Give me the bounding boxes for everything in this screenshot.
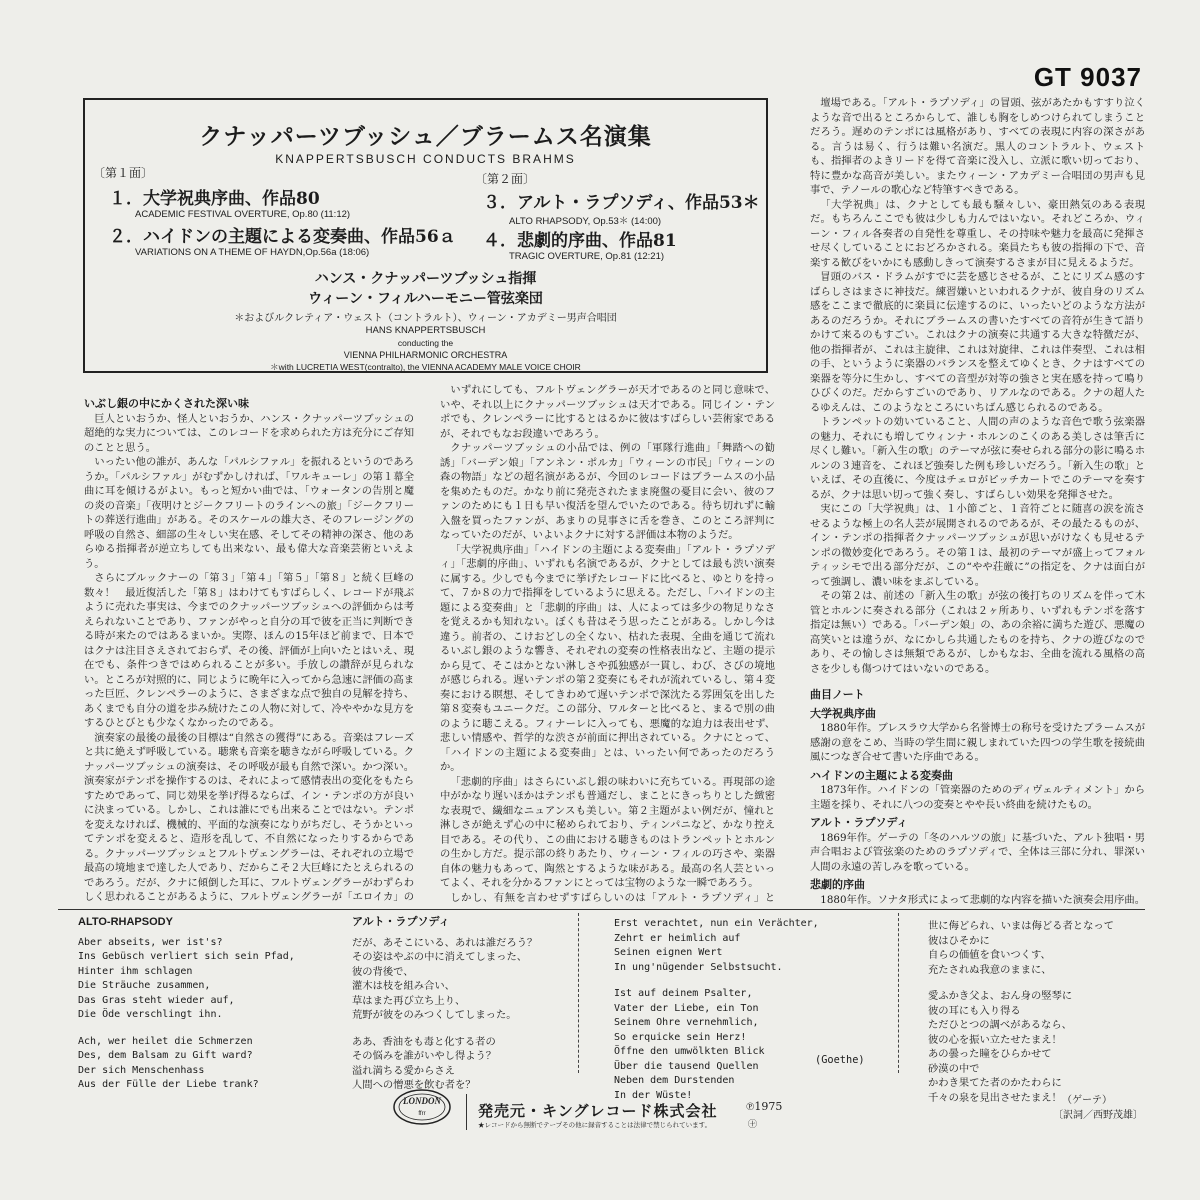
lyric-line: Erst verachtet, nun ein Verächter, xyxy=(614,918,819,929)
lyrics-japanese-right xyxy=(928,919,1148,1117)
lyric-line: In ung'nügender Selbstsucht. xyxy=(614,961,783,973)
title-box xyxy=(83,98,768,373)
lyric-line: Die Öde verschlingt ihn. xyxy=(78,1009,223,1020)
author-goethe-jp: （ゲーテ） xyxy=(1062,1095,1112,1106)
track-3 xyxy=(483,188,760,227)
note-text: 1869年作。ゲーテの「冬のハルツの旅」に基づいた、アルト独唱・男声合唱および管弦楽のためのラプソディで、全体は三部に分れ、罪深い人間の永遠の苦しみを歌っている。 xyxy=(810,831,1145,873)
section-divider xyxy=(58,909,1145,910)
orchestra-credit-jp: ウィーン・フィルハーモニー管弦楽団 xyxy=(308,291,543,307)
lyric-line: ああ、香油をも毒と化する者の xyxy=(352,1035,496,1048)
note-text: 1873年作。ハイドンの「管楽器のためのディヴェルティメント」から主題を採り、それに八つの変奏とやや長い終曲を続けたもの。 xyxy=(810,784,1145,811)
lyric-line: 彼の背後で、 xyxy=(352,965,414,978)
album-title-en: KNAPPERTSBUSCH CONDUCTS BRAHMS xyxy=(275,152,576,166)
lyric-line: 自らの価値を食いつくす、 xyxy=(928,949,1051,961)
essay-paragraph: いったい他の誰が、あんな「パルシファル」を振れるというのであろうか。「パルシファル」がむずかしければ、「ワルキューレ」の第１幕全曲に耳を傾けるがよい。もっと短かい曲では、「ウォータンの告別と魔の炎の音楽」「夜明けとジークフリートのラインへの旅」「ジークフリートの葬送行進曲」がある。そのスケールの雄大さ、そのフレージングの呼吸の自然さ、細部の生々しい実在感、そしてその精神の深さ、他のあらゆる指揮者が逆立ちしても出来ない、最も偉大な音楽芸術といえよう。 xyxy=(84,456,414,570)
lyric-line: Seinen eignen Wert xyxy=(614,947,723,958)
essay-heading: いぶし銀の中にかくされた深い味 xyxy=(84,397,249,410)
lyrics-heading-jp: アルト・ラプソディ xyxy=(352,916,450,928)
note-text: 1880年作。ブレスラウ大学から名誉博士の称号を受けたブラームスが感謝の意をこめ、当時の学生間に親しまれていた四つの学生歌を接続曲風につなぎ合せて書いた序曲である。 xyxy=(810,722,1145,763)
lyrics-german-left xyxy=(78,915,348,1105)
side-1-label: 〔第１面〕 xyxy=(93,166,154,180)
conductor-credit-en: HANS KNAPPERTSBUSCH xyxy=(365,325,486,336)
lyric-line: Des, dem Balsam zu Gift ward? xyxy=(78,1050,253,1061)
lyric-line: 人間への憎悪を飲む者を？ xyxy=(352,1079,476,1091)
essay-paragraph: 「大学祝典序曲」「ハイドンの主題による変奏曲」「アルト・ラプソディ」「悲劇的序曲」、いずれも名演であるが、クナとしては最も渋い演奏に属する。少しでも今までに挙げたレコードに比べると、ゆとりを持って、７か８の力で指揮をしているように思える。ただし、「ハイドンの主題による変奏曲」と「悲劇的序曲」は、人によっては多少の物足りなさを覚えるかも知れない。ぼくも昔はそう思ったことがある。しかし今は違う。前者の、こけおどしの全くない、枯れた表現、全曲を通じて流れるいぶし銀のような響き、それぞれの変奏の性格表出など、主題の提示から見て、そこはかとない淋しさや孤独感が一貫し、わび、さびの境地が感じられる。遅いテンポの第２変奏にもそれが流れているし、第４変奏における瞑想、そしてきわめて遅いテンポで深沈たる雰囲気を出した第８変奏もユニークだ。この部分、ワルターと比べると、まるで別の曲のように聴こえる。フィナーレに入っても、悪魔的な迫力は表出せず、悲しい情感や、哲学的な渋さが前面に押出されている。クナにとって、「ハイドンの主題による変奏曲」とは、いったい何であったのだろうか。 xyxy=(440,543,775,773)
lyric-line: だが、あそこにいる、あれは誰だろう？ xyxy=(352,936,538,949)
side-2-label: 〔第２面〕 xyxy=(475,172,536,186)
album-title-jp: クナッパーツブッシュ／ブラームス名演集 xyxy=(199,123,652,150)
lyric-line: ただひとつの調べがあるなら、 xyxy=(928,1019,1072,1031)
essay-paragraph: 演奏家の最後の最後の目標は“自然さの獲得”にある。音楽はフレーズと共に絶えず呼吸している。聴衆も音楽を聴きながら呼吸している。クナッパーツブッシュの演奏は、その呼吸が最も自然で深い。かつ深い。演奏家がテンポを操作するのは、それによって感情表出の変化をもたらすためであって、同じ効果を挙げ得るならば、イン・テンポの方が良いに決まっている。しかし、これは誰にでも出来ることではない。テンポを変えなければ、機械的、平面的な演奏になりがちだし、そうかといってテンポを変えると、造形を乱して、不自然になったりするからである。クナッパーツブッシュとフルトヴェングラーは、それぞれの立場で最高の境地まで達した人であり、だからこそ２大巨峰にたとえられるのであろう。だが、クナに傾倒した耳に、フルトヴェングラーがわずらわしく思われることがあるように、フルトヴェングラーが「エロイカ」の xyxy=(84,731,414,903)
conductor-credit-jp: ハンス・クナッパーツブッシュ指揮 xyxy=(314,271,537,287)
lyric-line: In der Wüste! xyxy=(614,1089,693,1101)
track-title-jp: １．大学祝典序曲、作品80 xyxy=(109,189,320,209)
lyric-line: Über die tausend Quellen xyxy=(614,1060,759,1072)
lyrics-stanza xyxy=(614,917,854,975)
lyrics-stanza xyxy=(352,936,572,1023)
lyric-line: Seinem Ohre vernehmlich, xyxy=(614,1017,759,1028)
lyric-line: 砂漠の中で xyxy=(928,1062,980,1075)
essay-column-1 xyxy=(84,397,414,905)
conducting-the: conducting the xyxy=(397,338,454,348)
soloist-credit-jp: ＊およびルクレティア・ウェスト（コントラルト）、ウィーン・アカデミー男声合唱団 xyxy=(234,313,617,324)
track-title-jp: ４．悲劇的序曲、作品81 xyxy=(483,231,677,251)
track-title-en: TRAGIC OVERTURE, Op.81 (12:21) xyxy=(509,251,665,262)
essay-paragraph: 冒頭のバス・ドラムがすでに芸を感じさせるが、ことにリズム感のすばらしさはまさに神技だ。練習嫌いといわれるクナが、彼自身のリズム感をここまで徹底的に楽員に伝達するのに、いったいどのような方法があるのだろうか。それにブラームスの書いたすべての音符が生きて語りかけて来るのもすごい。これはクナの演奏に共通する大きな特徴だが、他の指揮者が、これは主旋律、これは対旋律、これは伴奏型、これは相の手、というように楽器のバランスを整えてゆくとき、クナはすべての楽器を等分に生かし、すべての音型が対等の強さと実在感を持って鳴りひびくのだ。だからすごいのであり、リアルなのである。クナの超人たるゆえんは、このようなところにいちばん感じられるのである。 xyxy=(810,271,1145,414)
lyric-line: その悩みを誰がいやし得よう？ xyxy=(352,1050,497,1062)
track-4 xyxy=(483,226,677,262)
lyric-line: Zehrt er heimlich auf xyxy=(614,932,741,944)
note-title: ハイドンの主題による変奏曲 xyxy=(810,768,953,782)
lyrics-heading-de: ALTO-RHAPSODY xyxy=(78,916,173,928)
lyrics-german-right xyxy=(614,917,854,1115)
lyric-line: かわき果てた者のかたわらに xyxy=(928,1077,1062,1089)
essay-column-2 xyxy=(440,383,775,905)
essay-paragraph: しかし、有無を言わせずすばらしいのは「アルト・ラプソディ」と xyxy=(450,891,775,904)
copyright-note: ★レコードから無断でテープその他に録音することは法律で禁じられています。 xyxy=(478,1121,712,1129)
lyric-line: Die Sträuche zusammen, xyxy=(78,980,211,991)
essay-paragraph: 「悲劇的序曲」はさらにいぶし銀の味わいに充ちている。再現部の途中がかなり遅いほかはテンポも普通だし、まことにきっちりとした緻密な表現で、繊細なニュアンスも美しい。第２主題がよい例だが、憧れと淋しさが絶えず心の中に秘められており、ティンパニなど、かなり控え目である。その代り、この曲における聴きものはトランペットとホルンの生かし方だ。提示部の終りあたり、ウィーン・フィルの巧さや、楽器自体の魅力もあって、陶然とするような味がある。最高の名人芸といってよく、それを分かるファンにとっては宝物のような一瞬であろう。 xyxy=(440,775,775,889)
program-notes xyxy=(810,688,1145,906)
lyric-line: Vater der Liebe, ein Ton xyxy=(614,1002,759,1014)
london-ffrr-logo xyxy=(392,1087,452,1127)
footer-divider xyxy=(466,1094,467,1130)
track-title-en: ALTO RHAPSODY, Op.53＊ (14:00) xyxy=(509,216,662,227)
logo-sub: ffrr xyxy=(418,1111,426,1117)
publisher: 発売元・キングレコード株式会社 xyxy=(478,1102,718,1120)
lyrics-stanza xyxy=(928,919,1148,977)
lyric-line: Ist auf deinem Psalter, xyxy=(614,988,753,999)
lyric-line: 千々の泉を見出させたまえ！ xyxy=(928,1091,1062,1104)
essay-paragraph: 「大学祝典」は、クナとしても最も騒々しい、豪田熱気のある表現だ。もちろんここでも彼は少しも力んではいない。それどころか、ウィーン・フィル各奏者の自発性を尊重し、その持味や魅力を最高に発揮させ尽くしていることにおどろかされる。楽員たちも彼の指揮の下で、音楽する歓びをいかにも感動しきって演奏するさまが目に見えるようだ。 xyxy=(810,198,1145,269)
soloist-credit-en: ＊with LUCRETIA WEST(contralto), the VIENNA ACADEMY MALE VOICE CHOIR xyxy=(270,362,581,372)
lyric-line: 世に侮どられ、いまは侮どる者となって xyxy=(928,920,1114,932)
lyric-line: So erquicke sein Herz! xyxy=(614,1031,747,1043)
registration-mark: ㊉ xyxy=(748,1120,758,1130)
lyric-line: あの曇った瞳をひらかせて xyxy=(928,1048,1052,1060)
catalog-number: GT 9037 xyxy=(1033,62,1142,92)
track-title-en: ACADEMIC FESTIVAL OVERTURE, Op.80 (11:12) xyxy=(135,209,351,220)
note-title: アルト・ラプソディ xyxy=(810,816,908,829)
track-title-jp: ３．アルト・ラプソディ、作品53＊ xyxy=(483,193,760,213)
lyric-line: Öffne den umwölkten Blick xyxy=(614,1046,765,1057)
lyric-line: 充たされぬ我意のままに、 xyxy=(928,963,1052,976)
essay-paragraph: クナッパーツブッシュの小品では、例の「軍隊行進曲」「舞踏への勧誘」「バーデン娘」「アンネン・ポルカ」「ウィーンの市民」「ウィーンの森の物語」などの超名演があるが、今回のレコードはブラームスの小品を集めたものだ。かなり前に発売されたまま廃盤の憂目に会い、彼のファンのためにも１日も早い復活を望んでいたのである。待ち切れずに輸入盤を買ったファンが、あまりの見事さに舌を巻き、このところ評判になっていたのだが、いよいよクナに対する評価は本物のようだ。 xyxy=(440,442,775,541)
author-goethe: (Goethe) xyxy=(815,1054,865,1066)
lyric-line: Der sich Menschenhass xyxy=(78,1064,205,1076)
essay-paragraph: さらにブルックナーの「第３」「第４」「第５」「第８」と続く巨峰の数々！ 最近復活した「第８」はわけてもすばらしく、レコードが飛ぶように売れた事実は、今までのクナッパーツブッシュへの評価からは考えられないことであり、ファンがやっと自分の耳で彼を正当に判断できる時が来たのではあるまいか。実際、ほんの15年ほど前まで、日本ではクナは注目さえされておらず、その後、評価が上向いたとはいえ、現在でも、条件つきではめられることが多い。手放しの讃辞が見られない。ところが対照的に、同じように晩年に入ってから急速に評価の高まった巨匠、クレンペラーのように、さまざまな点で独自の見解を持ち、あくまでも自分の道を歩み続けたこの人物に対して、冷ややかな見方をするひとびとも少なくなかったのである。 xyxy=(84,572,414,729)
lyric-line: 愛ふかき父よ、おん身の竪琴に xyxy=(928,990,1073,1002)
lyric-line: 荒野が彼をのみつくしてしまった。 xyxy=(352,1009,517,1021)
lyric-line: Ins Gebüsch verliert sich sein Pfad, xyxy=(78,951,295,962)
note-title: 大学祝典序曲 xyxy=(810,706,876,720)
lyrics-stanza xyxy=(614,987,854,1103)
lyric-line: 草はまた再び立ち上り、 xyxy=(352,994,466,1007)
lyrics-stanza xyxy=(78,1035,348,1093)
lyrics-stanza xyxy=(928,989,1148,1105)
lyric-line: Aus der Fülle der Liebe trank? xyxy=(78,1079,259,1090)
lyric-line: Das Gras steht wieder auf, xyxy=(78,994,235,1006)
logo-text: LONDON xyxy=(403,1096,441,1106)
track-1 xyxy=(109,184,350,220)
note-text: 1880年作。ソナタ形式によって悲劇的な内容を描いた演奏会用序曲。 xyxy=(820,893,1145,906)
lyrics-divider xyxy=(898,913,899,1073)
translator-credit: 〔訳詞／西野茂雄〕 xyxy=(1053,1110,1143,1121)
lyrics-divider xyxy=(578,913,579,1073)
note-title: 悲劇的序曲 xyxy=(810,878,865,891)
essay-paragraph: いずれにしても、フルトヴェングラーが天才であるのと同じ意味で、いや、それ以上にクナッパーツブッシュは天才である。同じイン・テンポでも、クレンペラーに比するとはるかに彼はすばらしい芸術家であるが、それでもなお段違いであろう。 xyxy=(440,384,775,440)
track-title-jp: ２．ハイドンの主題による変奏曲、作品56ａ xyxy=(109,227,456,247)
lyrics-japanese-left xyxy=(352,915,572,1105)
orchestra-credit-en: VIENNA PHILHARMONIC ORCHESTRA xyxy=(343,350,508,360)
phonogram-year: ℗1975 xyxy=(746,1100,783,1113)
notes-heading: 曲目ノート xyxy=(810,688,865,701)
lyrics-stanza xyxy=(78,936,348,1023)
lyric-line: Neben dem Durstenden xyxy=(614,1075,735,1086)
track-2 xyxy=(109,222,456,258)
lyrics-stanza xyxy=(352,1035,572,1093)
essay-paragraph: 実にこの「大学祝典」は、１小節ごと、１音符ごとに随喜の涙を流させるような極上の名人芸が展開されるのであるが、その最たるものが、イン・テンポの指揮者クナッパーツブッシュが思いがけなくも見せるテンポの微妙変化であろう。その第１は、最初のテーマが盛上ってフォルティッシモで出る部分だが、この“やや荘厳に”の指定を、クナは面白がって強調し、濃い味をまぶしている。 xyxy=(810,503,1145,588)
lyric-line: Aber abseits, wer ist's? xyxy=(78,936,223,948)
essay-paragraph: 巨人といおうか、怪人といおうか、ハンス・クナッパーツブッシュの超絶的な実力については、このレコードを求められた方は充分にご存知のことと思う。 xyxy=(84,412,414,454)
essay-column-3 xyxy=(810,96,1145,684)
essay-paragraph: トランペットの効いていること、人間の声のような音色で歌う弦楽器の魅力、それにも増してウィンナ・ホルンのこくのある美しさは筆舌に尽くし難い。「新入生の歌」のテーマが弦に奏せられる部分の影に鳴るホルンの３連音を、これほど強奏した例も珍しいだろう。「新入生の歌」といえば、その直後に、今度はチェロがピッチカートでこのテーマを奏するが、クナは思い切って強く奏し、すばらしい効果を発揮させた。 xyxy=(810,416,1145,501)
essay-paragraph: その第２は、前述の「新入生の歌」が弦の後打ちのリズムを伴って木管とホルンに奏される部分（これは２ヶ所あり、いずれもテンポを落す指定は無い）である。「バーデン娘」の、あの余裕に満ちた遊び、悪魔の高笑いとは違うが、なにかしら共通したものを持ち、クナの遊びなのであり、その愉しさは無類であるが、しかもなお、全曲を流れる風格の高さを少しも傷つけてはいないのである。 xyxy=(810,590,1145,675)
lyric-line: 彼の耳にも入り得る xyxy=(928,1004,1021,1017)
lyric-line: Hinter ihm schlagen xyxy=(78,965,193,977)
track-title-en: VARIATIONS ON A THEME OF HAYDN,Op.56a (18:06) xyxy=(135,247,370,258)
lyric-line: Ach, wer heilet die Schmerzen xyxy=(78,1035,253,1047)
essay-paragraph: 壇場である。「アルト・ラプソディ」の冒頭、弦があたかもすすり泣くような音で出るところからして、誰しも胸をしめつけられてしまうことだろう。遅めのテンポには風格があり、すべての表現に内容の深さがある。言うは易く、行うは難い名演だ。黒人のコントラルト、ウェストも、指揮者のよきリードを得て音楽に没入し、立派に歌い切っており、特に豊かな高音が美しい。またウィーン・アカデミー合唱団の男声も見事で、テノールの歌心など特筆すべきである。 xyxy=(810,97,1145,196)
lyric-line: 溢れ満ちる愛からさえ xyxy=(352,1064,455,1077)
lyric-line: 彼はひそかに xyxy=(928,934,990,947)
lyric-line: その姿はやぶの中に消えてしまった、 xyxy=(352,951,528,963)
lyric-line: 彼の心を振い立たせたまえ！ xyxy=(928,1033,1062,1046)
lyric-line: 灌木は枝を組み合い、 xyxy=(352,980,455,992)
